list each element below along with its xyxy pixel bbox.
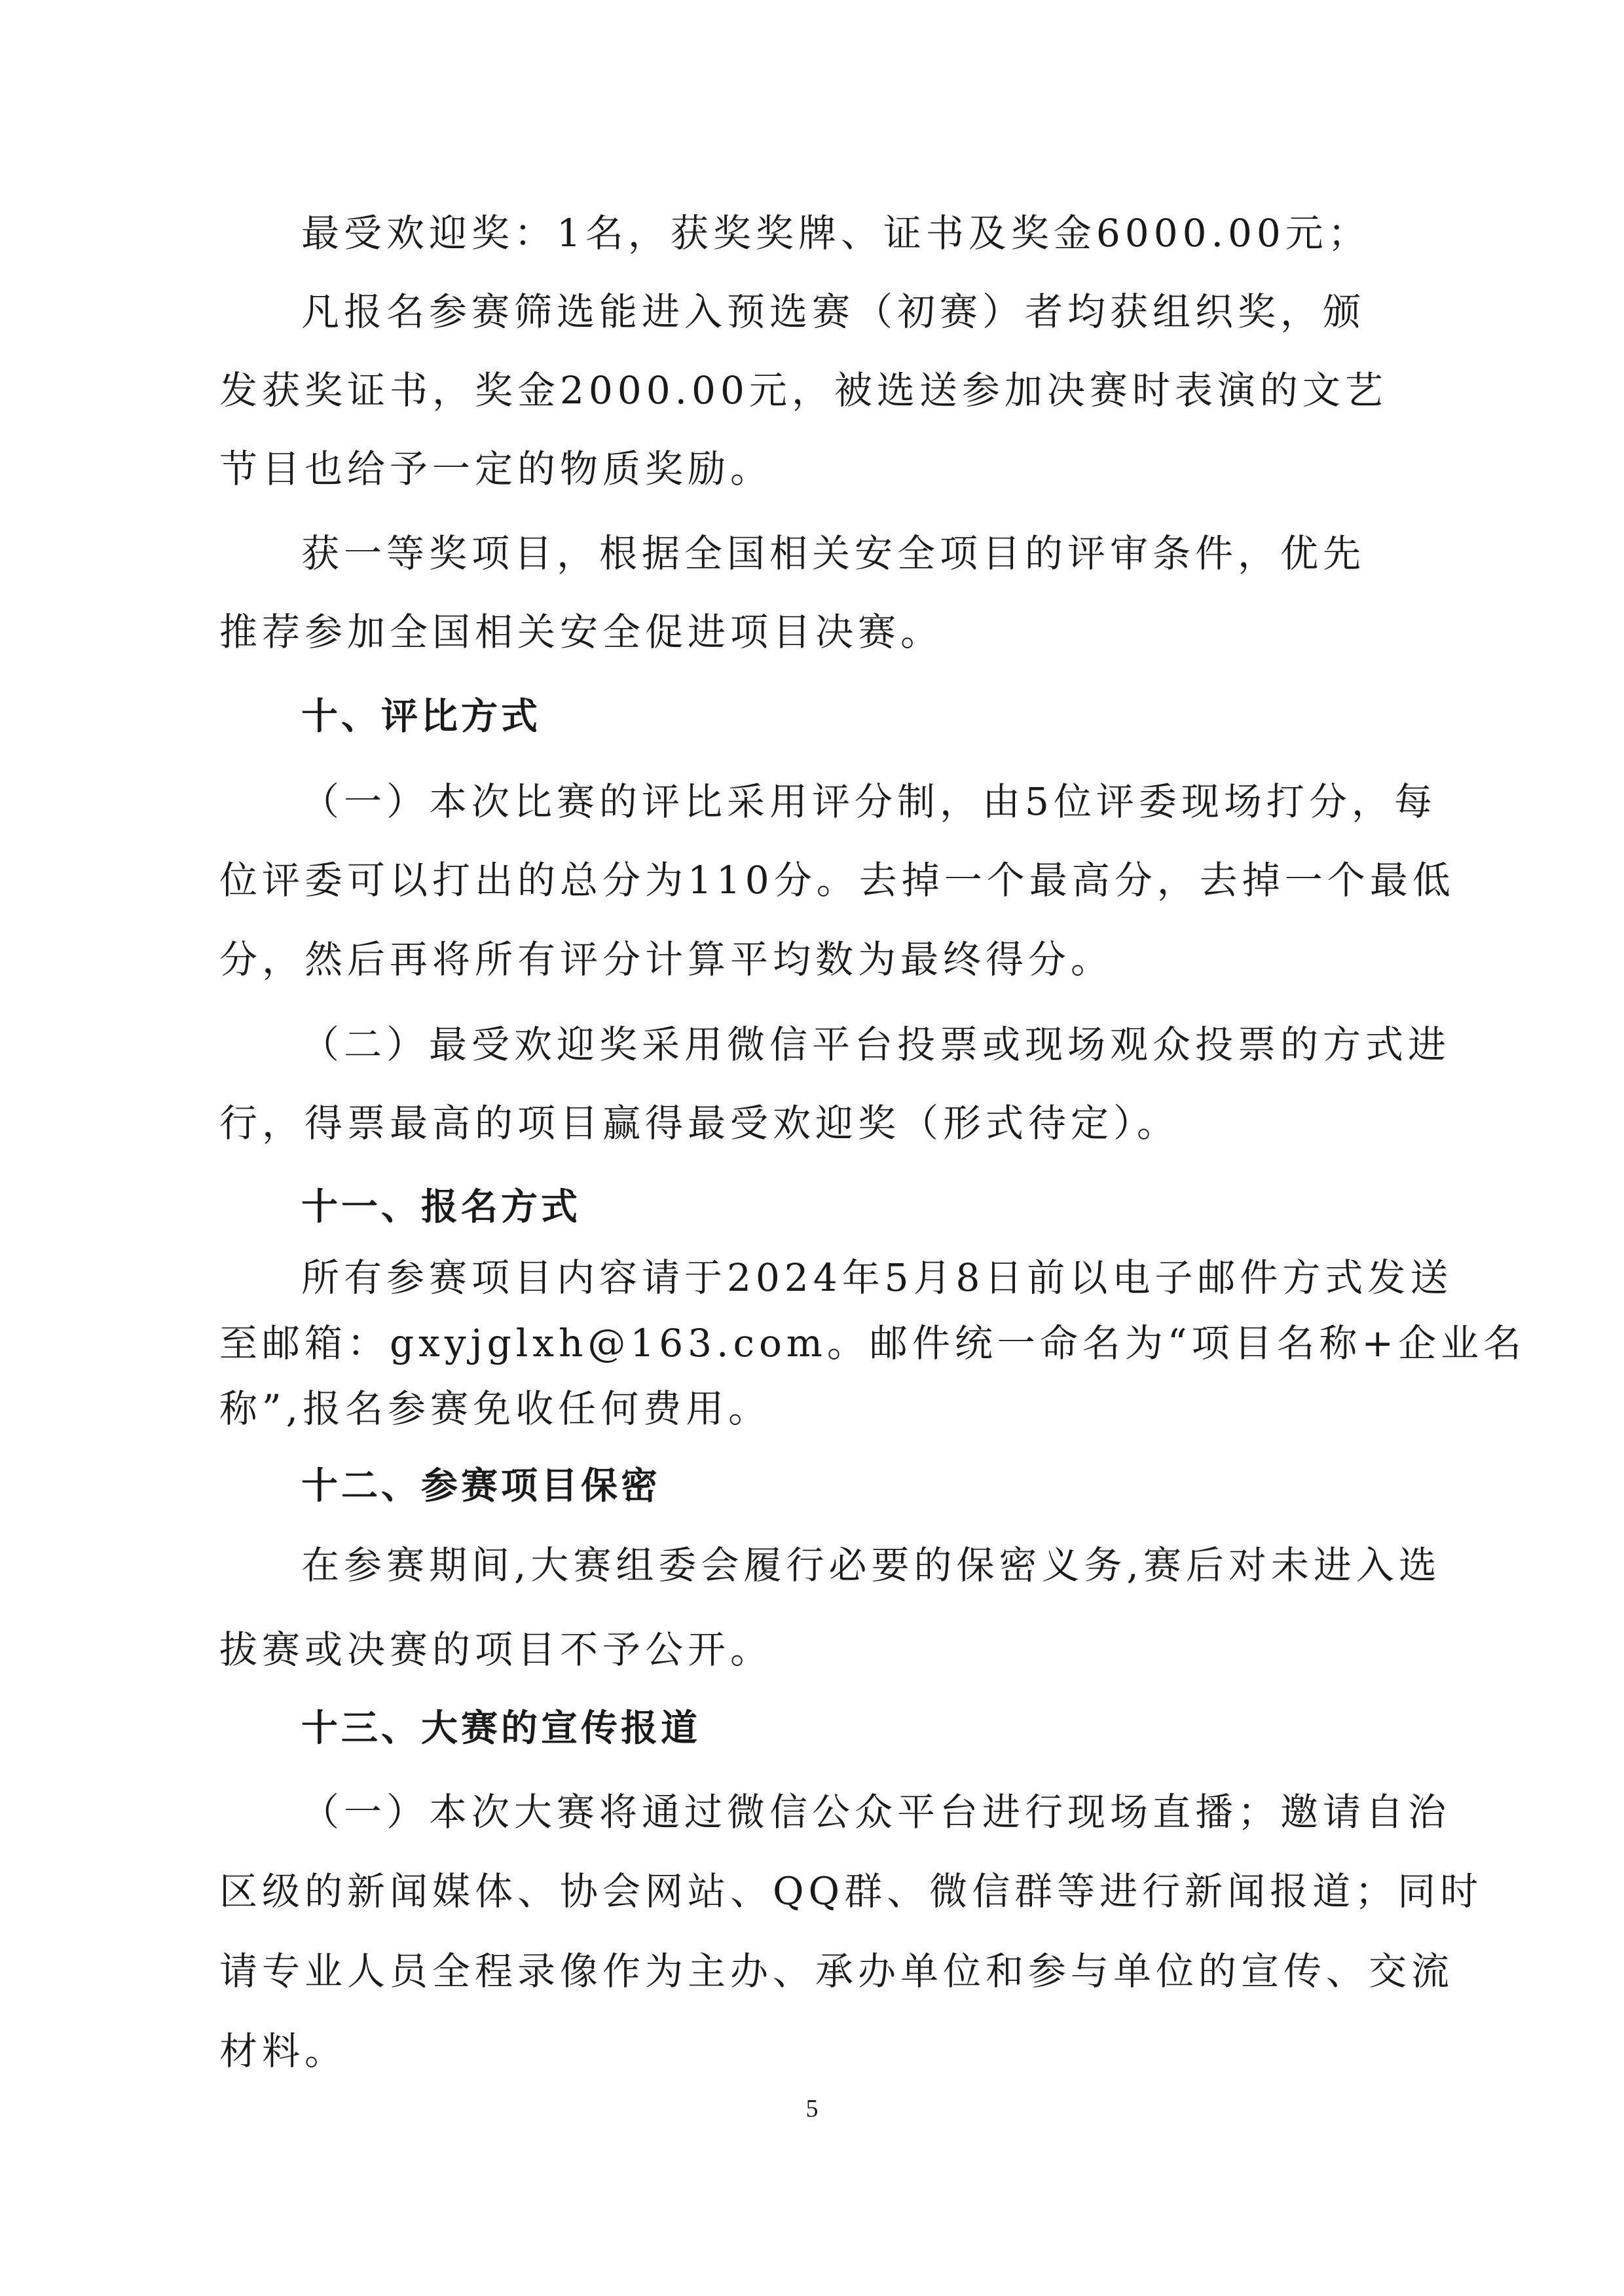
section-heading: 十三、大赛的宣传报道 <box>301 1707 701 1750</box>
paragraph-line: （一）本次大赛将通过微信公众平台进行现场直播；邀请自治 <box>301 1790 1451 1834</box>
paragraph-line: 称”,报名参赛免收任何费用。 <box>219 1386 771 1431</box>
paragraph-line: 获一等奖项目，根据全国相关安全项目的评审条件，优先 <box>301 531 1366 576</box>
paragraph-line: 拔赛或决赛的项目不予公开。 <box>219 1627 773 1672</box>
paragraph-line: 凡报名参赛筛选能进入预选赛（初赛）者均获组织奖，颁 <box>301 289 1366 334</box>
section-heading: 十、评比方式 <box>301 695 541 738</box>
section-heading: 十二、参赛项目保密 <box>301 1465 661 1508</box>
paragraph-line: 至邮箱：gxyjglxh@163.com。邮件统一命名为“项目名称+企业名 <box>219 1321 1526 1365</box>
paragraph-line: 分，然后再将所有评分计算平均数为最终得分。 <box>219 937 1114 982</box>
paragraph-line: 最受欢迎奖：1名，获奖奖牌、证书及奖金6000.00元； <box>301 211 1371 255</box>
paragraph-line: （二）最受欢迎奖采用微信平台投票或现场观众投票的方式进 <box>301 1022 1451 1067</box>
paragraph-line: 在参赛期间,大赛组委会履行必要的保密义务,赛后对未进入选 <box>301 1543 1441 1587</box>
paragraph-line: 区级的新闻媒体、协会网站、QQ群、微信群等进行新闻报道；同时 <box>219 1869 1483 1914</box>
paragraph-line: 行，得票最高的项目赢得最受欢迎奖（形式待定）。 <box>219 1101 1180 1145</box>
section-heading: 十一、报名方式 <box>301 1186 581 1229</box>
paragraph-line: 推荐参加全国相关安全促进项目决赛。 <box>219 610 944 654</box>
paragraph-line: 请专业人员全程录像作为主办、承办单位和参与单位的宣传、交流 <box>219 1949 1454 1993</box>
paragraph-line: 位评委可以打出的总分为110分。去掉一个最高分，去掉一个最低 <box>219 858 1455 902</box>
paragraph-line: 节目也给予一定的物质奖励。 <box>219 447 773 491</box>
page-number: 5 <box>805 2095 819 2122</box>
paragraph-line: （一）本次比赛的评比采用评分制，由5位评委现场打分，每 <box>301 779 1437 824</box>
paragraph-line: 所有参赛项目内容请于2024年5月8日前以电子邮件方式发送 <box>301 1255 1453 1300</box>
paragraph-line: 发获奖证书，奖金2000.00元，被选送参加决赛时表演的文艺 <box>219 368 1388 413</box>
paragraph-line: 材料。 <box>219 2029 348 2073</box>
